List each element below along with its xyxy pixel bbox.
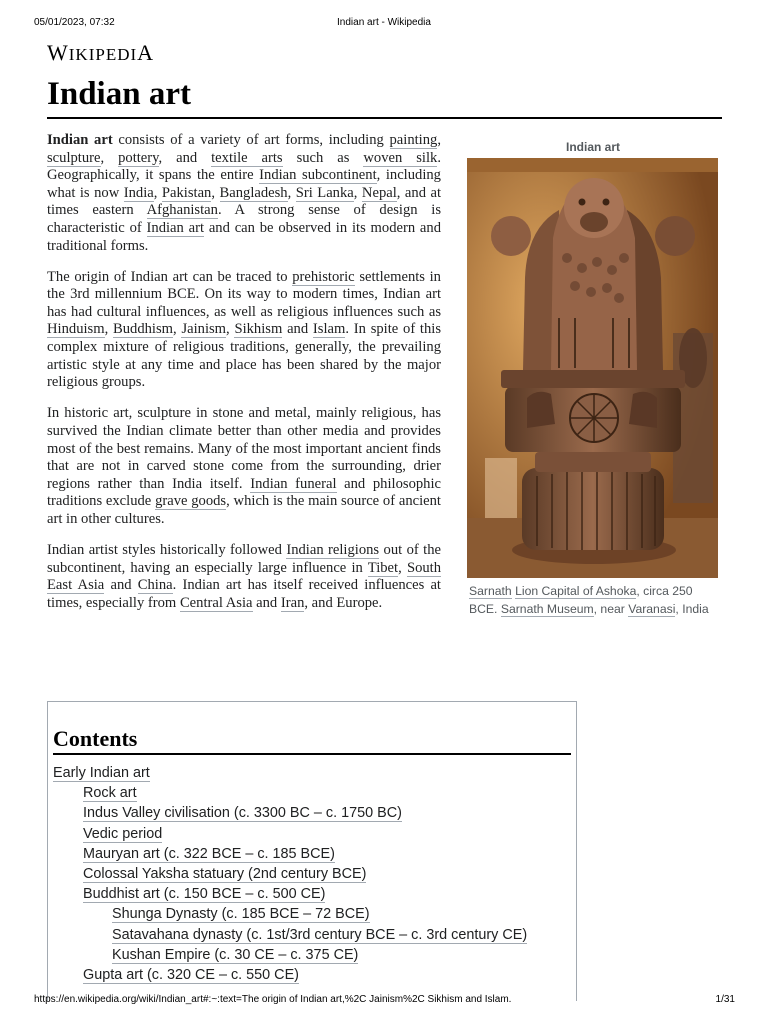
table-of-contents (47, 701, 577, 1001)
link-bangladesh[interactable]: Bangladesh (219, 184, 288, 201)
link-hinduism[interactable]: Hinduism (47, 321, 105, 338)
text: consists of a variety of art forms, including (112, 132, 390, 148)
text: , and (158, 149, 212, 166)
link-afghanistan[interactable]: Afghanistan (146, 202, 218, 219)
link-islam[interactable]: Islam (312, 321, 346, 338)
toc-link[interactable]: Mauryan art (c. 322 BCE – c. 185 BCE) (83, 845, 335, 862)
toc-link[interactable]: Colossal Yaksha statuary (2nd century BCE) (83, 866, 367, 883)
text: . Indian art has itself received influences at times, especially from (47, 577, 441, 611)
print-url: https://en.wikipedia.org/wiki/Indian_art#:~:text=The origin of Indian art,%2C Jainism%2C Sikhism and Islam. (34, 994, 512, 1005)
text: , circa 250 BCE. (469, 584, 693, 616)
text: and (104, 577, 138, 594)
toc-link[interactable]: Buddhist art (c. 150 BCE – c. 500 CE) (83, 886, 326, 903)
paragraph-historic (47, 405, 441, 528)
toc-link[interactable]: Shunga Dynasty (c. 185 BCE – 72 BCE) (112, 906, 370, 923)
text: out of the subcontinent, having an especially large influence in (47, 541, 441, 576)
link-jainism[interactable]: Jainism (181, 321, 227, 338)
toc-link[interactable]: Kushan Empire (c. 30 CE – c. 375 CE) (112, 946, 359, 963)
link-sarnath-museum[interactable]: Sarnath Museum (500, 602, 594, 616)
toc-item-indus-valley[interactable] (48, 803, 576, 823)
print-page-title: Indian art - Wikipedia (337, 17, 431, 28)
link-pakistan[interactable]: Pakistan (161, 184, 212, 201)
text: , India (675, 602, 709, 616)
link-indian-funeral[interactable]: Indian funeral (250, 475, 337, 492)
toc-link[interactable]: Vedic period (83, 825, 163, 842)
text: , (100, 149, 119, 166)
print-page-number: 1/31 (715, 994, 735, 1005)
text: and (282, 321, 313, 338)
text: . In spite of this complex mixture of religious traditions, generally, the prevailing artistic style at any time and place has been shared by the major religious groups. (47, 321, 442, 391)
link-indian-art[interactable]: Indian art (146, 219, 205, 236)
article-title: Indian art (47, 74, 722, 119)
link-indian-religions[interactable]: Indian religions (286, 541, 380, 558)
toc-list (48, 763, 576, 985)
wordmark-w: W (47, 40, 69, 65)
toc-item-shunga-dynasty[interactable] (48, 904, 576, 924)
text: , (398, 559, 407, 576)
link-prehistoric[interactable]: prehistoric (292, 268, 355, 285)
article-body (47, 132, 441, 626)
toc-item-gupta-art[interactable] (48, 965, 576, 985)
paragraph-influence (47, 542, 441, 612)
toc-item-early-indian-art[interactable] (48, 763, 576, 783)
text: , (437, 132, 441, 148)
toc-item-satavahana-dynasty[interactable] (48, 925, 576, 945)
link-china[interactable]: China (137, 577, 173, 594)
wordmark-middle: IKIPEDI (68, 45, 138, 64)
toc-item-rock-art[interactable] (48, 783, 576, 803)
text: such as (282, 149, 364, 166)
print-datetime: 05/01/2023, 07:32 (34, 17, 115, 28)
link-indian-subcontinent[interactable]: Indian subcontinent (259, 167, 377, 184)
link-india[interactable]: India (123, 184, 154, 201)
text: , (226, 321, 235, 338)
text: settlements in the 3rd millennium BCE. On its way to modern times, Indian art has had cultural influences, as well as religious influences such as (47, 268, 441, 320)
bold-term: Indian art (47, 132, 113, 148)
text: Indian artist styles historically followed (47, 541, 287, 558)
text: , and Europe. (304, 594, 383, 611)
toc-item-mauryan-art[interactable] (48, 844, 576, 864)
toc-link[interactable]: Indus Valley civilisation (c. 3300 BC – c. 1750 BC) (83, 805, 402, 822)
text: , (287, 184, 296, 201)
toc-item-colossal-yaksha[interactable] (48, 864, 576, 884)
text: , which is the main source of ancient art in other cultures. (47, 493, 441, 527)
image-caption (467, 582, 719, 618)
text: The origin of Indian art can be traced to (47, 268, 293, 285)
text: and philosophic traditions exclude (47, 475, 441, 510)
wordmark-a: A (137, 40, 155, 65)
toc-item-vedic-period[interactable] (48, 824, 576, 844)
text: , (173, 321, 182, 338)
link-varanasi[interactable]: Varanasi (628, 602, 676, 616)
text: , including what is now (47, 167, 441, 201)
wikipedia-wordmark[interactable] (47, 40, 154, 66)
toc-item-kushan-empire[interactable] (48, 945, 576, 965)
toc-title: Contents (53, 726, 571, 755)
link-tibet[interactable]: Tibet (367, 559, 399, 576)
link-sikhism[interactable]: Sikhism (234, 321, 283, 338)
lion-capital-image[interactable] (467, 158, 718, 578)
link-sri-lanka[interactable]: Sri Lanka (295, 184, 354, 201)
text: and (252, 594, 281, 611)
toc-link[interactable]: Gupta art (c. 320 CE – c. 550 CE) (83, 967, 299, 984)
link-buddhism[interactable]: Buddhism (113, 321, 174, 338)
paragraph-intro (47, 132, 441, 255)
text: , (153, 184, 162, 201)
toc-link[interactable]: Satavahana dynasty (c. 1st/3rd century BCE – c. 3rd century CE) (112, 926, 528, 943)
infobox-title: Indian art (565, 140, 620, 154)
link-central-asia[interactable]: Central Asia (179, 594, 253, 611)
paragraph-origin (47, 269, 441, 392)
link-nepal[interactable]: Nepal (361, 184, 397, 201)
text: . A strong sense of design is characteristic of (47, 202, 441, 236)
text: . Geographically, it spans the entire (47, 149, 441, 184)
toc-item-buddhist-art[interactable] (48, 884, 576, 904)
link-woven-silk[interactable]: woven silk (363, 149, 438, 166)
text: and can be observed in its modern and traditional forms. (47, 219, 442, 254)
text: , (353, 184, 362, 201)
link-south-east-asia[interactable]: South East Asia (47, 559, 442, 594)
link-iran[interactable]: Iran (280, 594, 305, 611)
link-textile-arts[interactable]: textile arts (211, 149, 283, 166)
link-pottery[interactable]: pottery (118, 149, 159, 166)
link-lion-capital[interactable]: Lion Capital of Ashoka (515, 584, 637, 598)
toc-link[interactable]: Rock art (83, 785, 137, 802)
text: , (211, 184, 220, 201)
link-grave-goods[interactable]: grave goods (155, 493, 227, 510)
link-sarnath[interactable]: Sarnath (469, 584, 512, 598)
link-sculpture[interactable]: sculpture (47, 149, 101, 166)
text: In historic art, sculpture in stone and metal, mainly religious, has survived the Indian climate better than other media and provides most of the best remains. Many of the most important ancient finds that are not in carved stone come from the surrounding, drier regions rather than India itself. (47, 405, 441, 492)
text: , (104, 321, 113, 338)
link-painting[interactable]: painting (389, 132, 438, 148)
text: , and at times eastern (47, 184, 442, 219)
toc-link[interactable]: Early Indian art (53, 765, 150, 781)
infobox (467, 140, 719, 618)
text: , near (593, 602, 629, 616)
